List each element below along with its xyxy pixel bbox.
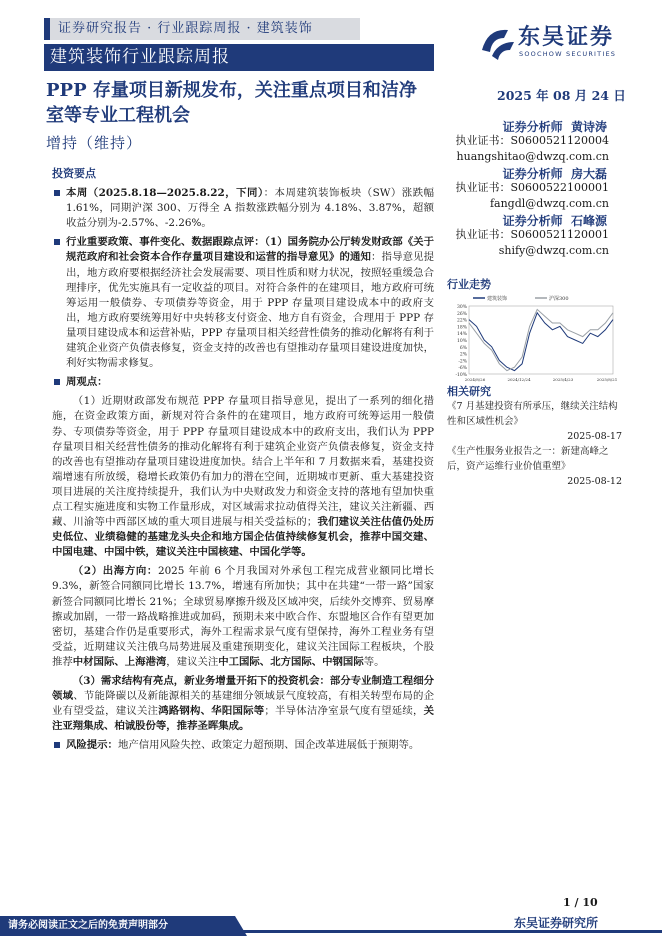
related-research — [447, 384, 622, 489]
bullet-square-icon — [54, 239, 60, 245]
page-title: PPP 存量项目新规发布，关注重点项目和洁净室等专业工程机会 — [46, 80, 417, 126]
y-tick-label: 26% — [456, 311, 467, 317]
bullet-risk — [52, 738, 434, 753]
analyst-license: 执业证书：S0600521120004 — [455, 134, 609, 147]
legend-label: 建筑装饰 — [487, 296, 508, 302]
series-line — [469, 313, 613, 371]
y-tick-label: -10% — [455, 373, 467, 378]
y-tick-label: 22% — [456, 318, 467, 324]
industry-trend-chart — [447, 290, 617, 386]
bullet-label: 风险提示： — [66, 739, 118, 752]
x-tick-label: 2024/8/26 — [464, 377, 486, 382]
analyst-role: 证券分析师 石峰源 — [502, 214, 607, 228]
bullet-square-icon — [54, 379, 60, 385]
logo-name: 东吴证券 — [518, 25, 615, 50]
series-title: 建筑装饰行业跟踪周报 — [44, 44, 434, 71]
bullet-text: ：指导意见提出，地方政府要根据经济社会发展需要、项目性质和财力状况，按照轻重缓急合理排序，优先实施具有一定收益的项目。对符合条件的在建项目，地方政府可统筹运用一般债券、专项债券等资金，用于 PPP 存量项目建设成本中的政府支出，地方政府要统筹用好中央转移支付资金、地方自有资金，合理用于 PPP 存量项目建设成本和运营补贴，PPP 存量项目相关经营性债务的推动化解将有利于建筑企业资产负债表修复，资金支持的改善也有望推动存量项目建设进度加快，利好实物需求修复。 — [66, 251, 435, 370]
view-paragraph-1: （1）近期财政部发布规范 PPP 存量项目指导意见，提出了一系列的细化措施，在资金政策方面，新规对符合条件的在建项目，地方政府可统筹运用一般债券、专项债券等资金，用于 PPP 存量项目建设成本中的政府支出，我们认为 PPP 存量项目相关经营性债务的推动化解将有利于建筑企业资产负债表修复，资金支持的改善也有望推动存量项目建设进度加快。结合上半年和 7 月数据来看，基建投资端增速有所放缓，稳增长政策仍有加力的潜在空间，近期城市更新、重大基建投资项目进展的关注度持续提升，我们认为中央财政发力和资金支持的落地有望加快重点工程实施进度和实物工作量形成，对区域需求拉动值得关注，建议关注新疆、西藏、川渝等中西部区域的重大项目进展与相关受益标的；我们建议关注估值仍处历史低位、业绩稳健的基建龙头央企和地方国企估值持续修复机会，推荐中国交建、中国电建、中国中铁，建议关注中国核建、中国化学等。 — [52, 395, 435, 559]
analyst-list — [455, 118, 635, 259]
related-item[interactable]: 《7 月基建投资有所承压，继续关注结构性和区域性机会》 — [447, 401, 618, 427]
y-tick-label: 30% — [456, 305, 467, 310]
legend-label: 沪深300 — [549, 296, 569, 302]
y-tick-label: -6% — [458, 366, 467, 372]
bullet-label: 行业重要政策、事件变化、数据跟踪点评：（1）国务院办公厅转发财政部《关于规范政府和社会资本合作存量项目建设和运营的指导意见》的通知 — [66, 236, 434, 264]
main-body — [52, 166, 434, 757]
page-number: 1 / 10 — [563, 896, 598, 909]
bullet-label: 周观点： — [66, 376, 108, 389]
rating: 增持（维持） — [46, 134, 143, 152]
report-type-tag: 证券研究报告 · 行业跟踪周报 · 建筑装饰 — [44, 18, 360, 40]
analyst-email[interactable]: huangshitao@dwzq.com.cn — [456, 150, 609, 163]
x-tick-label: 2025/8/21 — [596, 377, 617, 382]
footer-institute: 东吴证券研究所 — [514, 916, 599, 930]
bullet-view — [52, 375, 434, 390]
logo-sub: SOOCHOW SECURITIES — [519, 50, 617, 58]
related-title: 相关研究 — [447, 385, 491, 398]
y-tick-label: 14% — [456, 332, 467, 338]
y-tick-label: 6% — [459, 345, 467, 351]
bullet-text: ：本周建筑装饰板块（SW）涨跌幅 1.61%，同期沪深 300、万得全 A 指数涨跌幅分别为 4.18%、3.87%，超额收益分别为-2.57%、-2.26%。 — [66, 187, 434, 230]
y-tick-label: -2% — [458, 359, 467, 365]
x-tick-label: 2024/12/24 — [507, 377, 531, 382]
bullet-weekly — [52, 186, 434, 231]
section-title: 投资要点 — [52, 167, 96, 180]
bullet-policy — [52, 235, 434, 371]
bullet-square-icon — [54, 742, 60, 748]
trend-title: 行业走势 — [447, 278, 491, 291]
view-paragraph-3: （3）需求结构有亮点，新业务增量开拓下的投资机会：部分专业制造工程细分领域、节能降碳以及新能源相关的基建细分领域景气度较高，有相关转型布局的企业有望受益，建议关注鸿路钢构、华阳国际等；半导体洁净室景气度有望延续，关注亚翔集成、柏诚股份等，推荐圣晖集成。 — [52, 675, 435, 733]
analyst-block — [455, 165, 635, 212]
related-date: 2025-08-17 — [567, 431, 622, 442]
analyst-license: 执业证书：S0600521120001 — [455, 228, 609, 241]
view-paragraph-2: （2）出海方向：2025 年前 6 个月我国对外承包工程完成营业额同比增长 9.3%，新签合同额同比增长 13.7%，增速有所加快；其中在共建“一带一路”国家新签合同额同比增长 21%；全球贸易摩擦升级及区域冲突，后续外交博弈、贸易摩擦或加剧，一带一路战略推进或加码，预期未来中欧合作、东盟地区合作有望更加密切，基建合作仍是重要形式，海外工程需求景气度有望保持，海外工程业务有望受益，近期建议关注俄乌局势进展及重建预期变化，建议关注国际工程板块，个股推荐中材国际、上海港湾，建议关注中工国际、北方国际、中钢国际等。 — [52, 565, 435, 668]
analyst-email[interactable]: fangdl@dwzq.com.cn — [489, 197, 609, 210]
x-tick-label: 2025/4/23 — [552, 377, 574, 382]
y-tick-label: 18% — [456, 325, 467, 331]
analyst-block — [455, 212, 635, 259]
bullet-text: 地产信用风险失控、政策定力超预期、国企改革进展低于预期等。 — [117, 739, 420, 752]
analyst-role: 证券分析师 黄诗涛 — [502, 120, 607, 134]
related-date: 2025-08-12 — [567, 476, 622, 487]
bullet-label: 本周（2025.8.18—2025.8.22，下同） — [66, 187, 264, 200]
bullet-square-icon — [54, 190, 60, 196]
plot-frame — [469, 306, 613, 374]
analyst-license: 执业证书：S0600522100001 — [455, 181, 609, 194]
related-item[interactable]: 《生产性服务业报告之一：新建高峰之后，资产运维行业价值重塑》 — [447, 446, 609, 472]
footer-disclaimer: 请务必阅读正文之后的免责声明部分 — [0, 916, 235, 936]
analyst-role: 证券分析师 房大磊 — [502, 167, 607, 181]
y-tick-label: 2% — [459, 352, 467, 358]
analyst-email[interactable]: shify@dwzq.com.cn — [498, 244, 609, 257]
y-tick-label: 10% — [456, 339, 467, 344]
report-date: 2025 年 08 月 24 日 — [497, 88, 626, 103]
analyst-block — [455, 118, 635, 165]
